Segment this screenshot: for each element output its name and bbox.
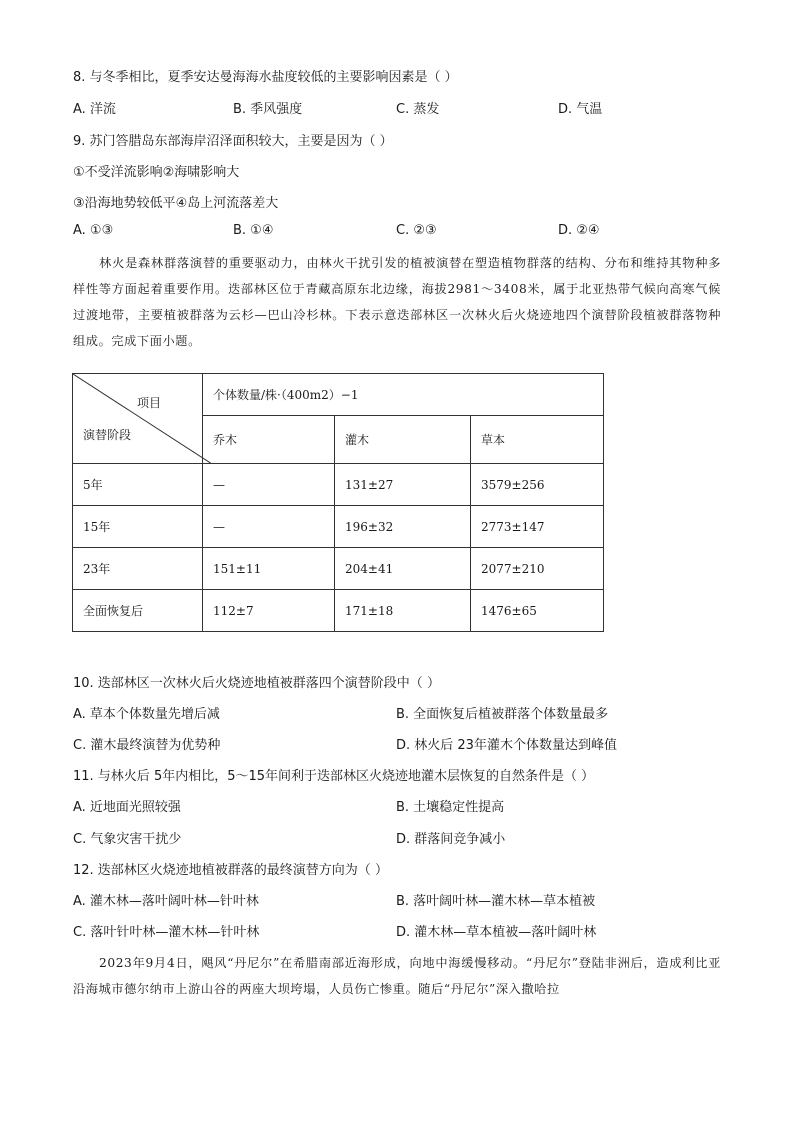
passage-forest-fire-text: 林火是森林群落演替的重要驱动力，由林火干扰引发的植被演替在塑造植物群落的结构、分布和维持其物种多样性等方面起着重要作用。迭部林区位于青藏高原东北边缘，海拔2981～3408米，属于北亚热带气候向高寒气候过渡地带，主要植被群落为云杉—巴山冷杉林。下表示意迭部林区一次林火后火烧迹地四个演替阶段植被群落物种组成。完成下面小题。 xyxy=(73,256,721,348)
header-count: 个体数量/株·（400m2）−1 xyxy=(203,374,604,416)
q8-option-d: D. 气温 xyxy=(558,102,603,117)
cell-trees: 112±7 xyxy=(203,590,335,632)
table-row xyxy=(73,506,604,548)
q9-option-d: D. ②④ xyxy=(558,223,600,238)
question-10-stem: 10. 迭部林区一次林火后火烧迹地植被群落四个演替阶段中（ ） xyxy=(73,676,440,691)
header-stage: 演替阶段 xyxy=(83,428,132,442)
q12-option-b: B. 落叶阔叶林—灌木林—草本植被 xyxy=(396,894,596,909)
q11-option-a: A. 近地面光照较强 xyxy=(73,800,181,815)
header-item: 项目 xyxy=(137,396,162,410)
q9-item-line-1: ①不受洋流影响②海啸影响大 xyxy=(73,165,240,180)
question-12-stem: 12. 迭部林区火烧迹地植被群落的最终演替方向为（ ） xyxy=(73,863,388,878)
q12-option-d: D. 灌木林—草本植被—落叶阔叶林 xyxy=(396,925,597,940)
q12-option-c: C. 落叶针叶林—灌木林—针叶林 xyxy=(73,925,260,940)
row-stage: 5年 xyxy=(73,464,203,506)
question-9-stem: 9. 苏门答腊岛东部海岸沼泽面积较大，主要是因为（ ） xyxy=(73,134,393,149)
question-11-stem: 11. 与林火后 5年内相比，5～15年间利于迭部林区火烧迹地灌木层恢复的自然条件是（ ） xyxy=(73,769,595,784)
row-stage: 全面恢复后 xyxy=(73,590,203,632)
passage-forest-fire xyxy=(73,250,721,354)
row-stage: 15年 xyxy=(73,506,203,548)
q10-option-b: B. 全面恢复后植被群落个体数量最多 xyxy=(396,707,609,722)
q10-option-a: A. 草本个体数量先增后减 xyxy=(73,707,220,722)
col-header-trees: 乔木 xyxy=(203,416,335,464)
q8-option-a: A. 洋流 xyxy=(73,102,116,117)
cell-shrubs: 196±32 xyxy=(335,506,471,548)
passage-hurricane xyxy=(73,950,721,1002)
q10-option-d: D. 林火后 23年灌木个体数量达到峰值 xyxy=(396,738,617,753)
cell-trees: — xyxy=(203,464,335,506)
q11-option-d: D. 群落间竞争减小 xyxy=(396,832,506,847)
cell-shrubs: 131±27 xyxy=(335,464,471,506)
cell-shrubs: 171±18 xyxy=(335,590,471,632)
col-header-shrubs: 灌木 xyxy=(335,416,471,464)
cell-herbs: 2773±147 xyxy=(471,506,604,548)
q8-option-c: C. 蒸发 xyxy=(396,102,440,117)
question-8-stem: 8. 与冬季相比，夏季安达曼海海水盐度较低的主要影响因素是（ ） xyxy=(73,70,458,85)
table-diagonal-header-cell xyxy=(73,374,203,464)
table-row xyxy=(73,548,604,590)
table-row xyxy=(73,464,604,506)
passage-hurricane-text: 2023年9月4日，飓风“丹尼尔”在希腊南部近海形成，向地中海缓慢移动。“丹尼尔”登陆非洲后，造成利比亚沿海城市德尔纳市上游山谷的两座大坝垮塌，人员伤亡惨重。随后“丹尼尔”深入撒哈拉 xyxy=(73,956,721,996)
q11-option-b: B. 土壤稳定性提高 xyxy=(396,800,505,815)
q9-option-a: A. ①③ xyxy=(73,223,114,238)
cell-trees: — xyxy=(203,506,335,548)
row-stage: 23年 xyxy=(73,548,203,590)
q9-option-b: B. ①④ xyxy=(233,223,274,238)
cell-shrubs: 204±41 xyxy=(335,548,471,590)
q10-option-c: C. 灌木最终演替为优势种 xyxy=(73,738,221,753)
succession-table xyxy=(72,373,604,632)
q8-option-b: B. 季风强度 xyxy=(233,102,303,117)
diagonal-line xyxy=(73,374,212,464)
q12-option-a: A. 灌木林—落叶阔叶林—针叶林 xyxy=(73,894,259,909)
cell-herbs: 1476±65 xyxy=(471,590,604,632)
table-row xyxy=(73,590,604,632)
q9-option-c: C. ②③ xyxy=(396,223,437,238)
cell-herbs: 3579±256 xyxy=(471,464,604,506)
q11-option-c: C. 气象灾害干扰少 xyxy=(73,832,182,847)
cell-trees: 151±11 xyxy=(203,548,335,590)
cell-herbs: 2077±210 xyxy=(471,548,604,590)
col-header-herbs: 草本 xyxy=(471,416,604,464)
q9-item-line-2: ③沿海地势较低平④岛上河流落差大 xyxy=(73,196,279,211)
